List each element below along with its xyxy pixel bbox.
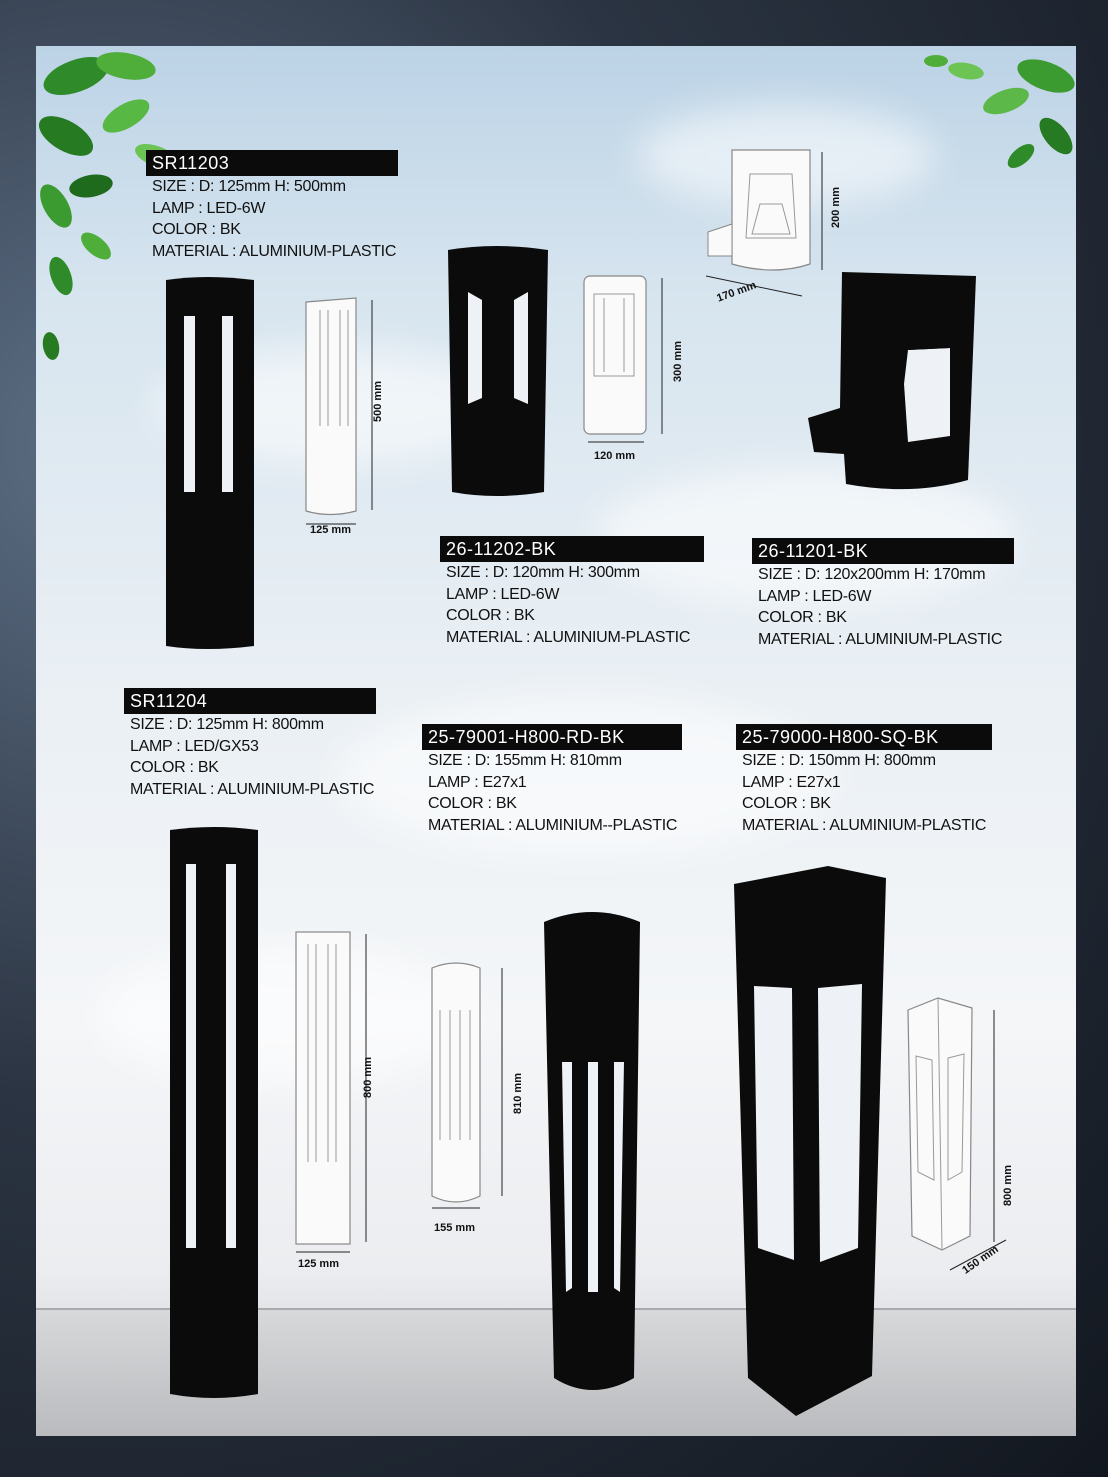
product-code: SR11203 xyxy=(146,150,398,176)
product-block-25-79000 xyxy=(736,724,992,836)
dimension-height: 200 mm xyxy=(830,187,842,228)
dimension-height: 810 mm xyxy=(512,1073,524,1114)
product-code: 26-11202-BK xyxy=(440,536,704,562)
product-code: SR11204 xyxy=(124,688,376,714)
bollard-lamp-icon xyxy=(444,244,552,502)
bollard-lamp-icon xyxy=(166,826,262,1402)
lamp-line-drawing xyxy=(902,996,1012,1256)
spec-size: SIZE : D: 125mm H: 800mm xyxy=(130,716,324,733)
product-block-sr11203 xyxy=(146,150,398,262)
spec-color: COLOR : BK xyxy=(428,795,517,812)
spec-color: COLOR : BK xyxy=(758,609,847,626)
spec-lamp: LAMP : LED-6W xyxy=(446,585,560,603)
product-block-sr11204 xyxy=(124,688,376,800)
dimension-height: 500 mm xyxy=(372,381,384,422)
lamp-line-drawing xyxy=(704,144,824,284)
dimension-width: 150 mm xyxy=(960,1243,1001,1277)
lamp-line-drawing xyxy=(300,296,400,541)
spec-material: MATERIAL : ALUMINIUM-PLASTIC xyxy=(742,816,987,834)
spec-size: SIZE : D: 120x200mm H: 170mm xyxy=(758,566,986,583)
bollard-lamp-icon xyxy=(540,908,644,1402)
product-code: 26-11201-BK xyxy=(752,538,1014,564)
dimension-width: 120 mm xyxy=(594,450,635,462)
spec-size: SIZE : D: 150mm H: 800mm xyxy=(742,752,936,769)
dimension-height: 800 mm xyxy=(362,1057,374,1098)
spec-color: COLOR : BK xyxy=(152,221,241,238)
product-code: 25-79001-H800-RD-BK xyxy=(422,724,682,750)
bollard-lamp-icon xyxy=(730,864,890,1420)
spec-color: COLOR : BK xyxy=(446,607,535,624)
cloud xyxy=(96,946,476,1086)
product-block-26-11202-bk xyxy=(440,536,704,648)
product-block-26-11201-bk xyxy=(752,538,1014,650)
spec-material: MATERIAL : ALUMINIUM-PLASTIC xyxy=(446,628,691,646)
spec-lamp: LAMP : E27x1 xyxy=(742,773,841,791)
lamp-line-drawing xyxy=(580,274,680,444)
dimension-width: 125 mm xyxy=(310,524,351,536)
product-code: 25-79000-H800-SQ-BK xyxy=(736,724,992,750)
catalog-page xyxy=(36,46,1076,1436)
spec-material: MATERIAL : ALUMINIUM-PLASTIC xyxy=(758,630,1003,648)
product-block-25-79001 xyxy=(422,724,682,836)
spec-material: MATERIAL : ALUMINIUM-PLASTIC xyxy=(152,242,397,260)
dimension-height: 300 mm xyxy=(672,341,684,382)
dimension-width: 125 mm xyxy=(298,1258,339,1270)
leaf-decoration-right xyxy=(896,46,1076,196)
dimension-height: 800 mm xyxy=(1002,1165,1014,1206)
dimension-width: 170 mm xyxy=(715,279,758,305)
wall-lamp-icon xyxy=(804,268,980,498)
spec-size: SIZE : D: 155mm H: 810mm xyxy=(428,752,622,769)
bollard-lamp-icon xyxy=(160,276,260,652)
spec-color: COLOR : BK xyxy=(130,759,219,776)
spec-lamp: LAMP : E27x1 xyxy=(428,773,527,791)
spec-lamp: LAMP : LED-6W xyxy=(758,587,872,605)
spec-material: MATERIAL : ALUMINIUM-PLASTIC xyxy=(130,780,375,798)
spec-lamp: LAMP : LED/GX53 xyxy=(130,737,259,755)
spec-size: SIZE : D: 125mm H: 500mm xyxy=(152,178,346,195)
lamp-line-drawing xyxy=(426,960,526,1216)
spec-size: SIZE : D: 120mm H: 300mm xyxy=(446,564,640,581)
spec-material: MATERIAL : ALUMINIUM--PLASTIC xyxy=(428,816,678,834)
dimension-width: 155 mm xyxy=(434,1222,475,1234)
spec-color: COLOR : BK xyxy=(742,795,831,812)
spec-lamp: LAMP : LED-6W xyxy=(152,199,266,217)
